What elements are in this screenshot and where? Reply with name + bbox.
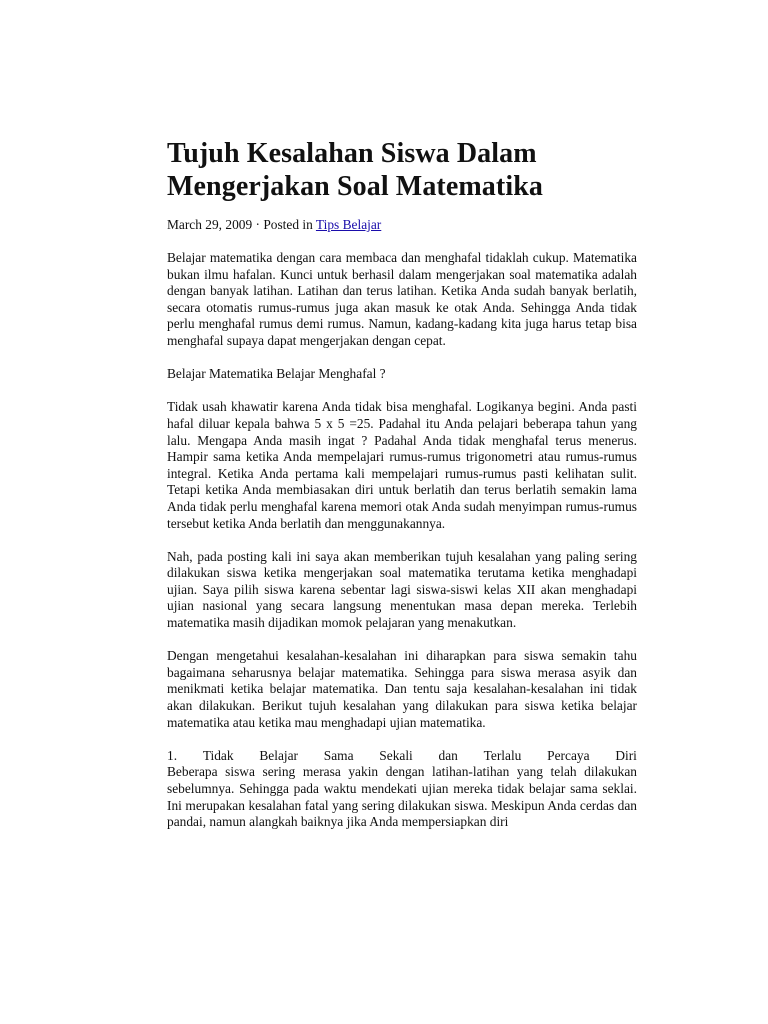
post-date: March 29, 2009 xyxy=(167,217,253,232)
list-item-1-text: Beberapa siswa sering merasa yakin dengan latihan-latihan yang telah dilakukan sebelumnya. Sehingga pada waktu mendekati ujian mereka tidak belajar sama seklai. Ini merupakan kesalahan fatal yang sering dilakukan siswa. Meskipun Anda cerdas dan pandai, namun alangkah baiknya jika Anda mempersiapkan diri xyxy=(167,764,637,830)
item-word: Sekali xyxy=(379,747,413,763)
post-meta xyxy=(167,216,637,233)
item-word: Sama xyxy=(323,747,354,763)
item-word: dan xyxy=(438,747,458,763)
paragraph-memory: Tidak usah khawatir karena Anda tidak bisa menghafal. Logikanya begini. Anda pasti hafal diluar kepala bahwa 5 x 5 =25. Padahal itu Anda pelajari beberapa tahun yang lalu. Mengapa Anda masih ingat ? Padahal Anda tidak menghafal terus menerus. Hampir sama ketika Anda mempelajari rumus-rumus trigonometri atau rumus-rumus integral. Ketika Anda pertama kali mempelajari rumus-rumus pasti kelihatan sulit. Tetapi ketika Anda membiasakan diri untuk berlatih dan terus berlatih semakin lama Anda tidak perlu menghafal karena memori otak Anda sudah menyimpan rumus-rumus tersebut ketika Anda berlatih dan menggunakannya. xyxy=(167,399,637,531)
item-word: Tidak xyxy=(202,747,234,763)
list-item-1-heading xyxy=(167,748,637,765)
paragraph-question: Belajar Matematika Belajar Menghafal ? xyxy=(167,366,386,382)
item-word: 1. xyxy=(167,747,178,763)
posted-in-label: · Posted in xyxy=(252,217,316,232)
paragraph-purpose: Dengan mengetahui kesalahan-kesalahan ini diharapkan para siswa semakin tahu bagaimana seharusnya belajar matematika. Sehingga para siswa merasa asyik dan menikmati ketika belajar matematika. Dan tentu saja kesalahan-kesalahan ini tidak akan dilakukan. Berikut tujuh kesalahan yang dilakukan para siswa ketika belajar matematika atau ketika mau menghadapi ujian matematika. xyxy=(167,648,637,730)
article-title: Tujuh Kesalahan Siswa Dalam Mengerjakan Soal Matematika xyxy=(167,138,543,202)
item-word: Terlalu xyxy=(483,747,522,763)
category-link[interactable]: Tips Belajar xyxy=(315,217,382,232)
paragraph-intro: Belajar matematika dengan cara membaca dan menghafal tidaklah cukup. Matematika bukan ilmu hafalan. Kunci untuk berhasil dalam mengerjakan soal matematika adalah dengan banyak latihan. Latihan dan terus latihan. Ketika Anda sudah banyak berlatih, secara otomatis rumus-rumus juga akan masuk ke otak Anda. Sehingga Anda tidak perlu menghafal rumus demi rumus. Namun, kadang-kadang kita juga harus tetap bisa menghafal supaya dapat mengerjakan dengan cepat. xyxy=(167,250,637,348)
item-word: Percaya xyxy=(547,747,590,763)
list-item-1 xyxy=(167,748,637,831)
paragraph-seven-mistakes: Nah, pada posting kali ini saya akan memberikan tujuh kesalahan yang paling sering dilakukan siswa ketika mengerjakan soal matematika terutama ketika menghadapi ujian. Saya pilih siswa karena sebentar lagi siswa-siswi kelas XII akan menghadapi ujian nasional yang secara langsung menentukan masa depan mereka. Terlebih matematika masih dijadikan momok pelajaran yang menakutkan. xyxy=(167,548,637,631)
article xyxy=(167,137,637,831)
item-word: Diri xyxy=(615,747,637,763)
item-word: Belajar xyxy=(259,747,299,763)
